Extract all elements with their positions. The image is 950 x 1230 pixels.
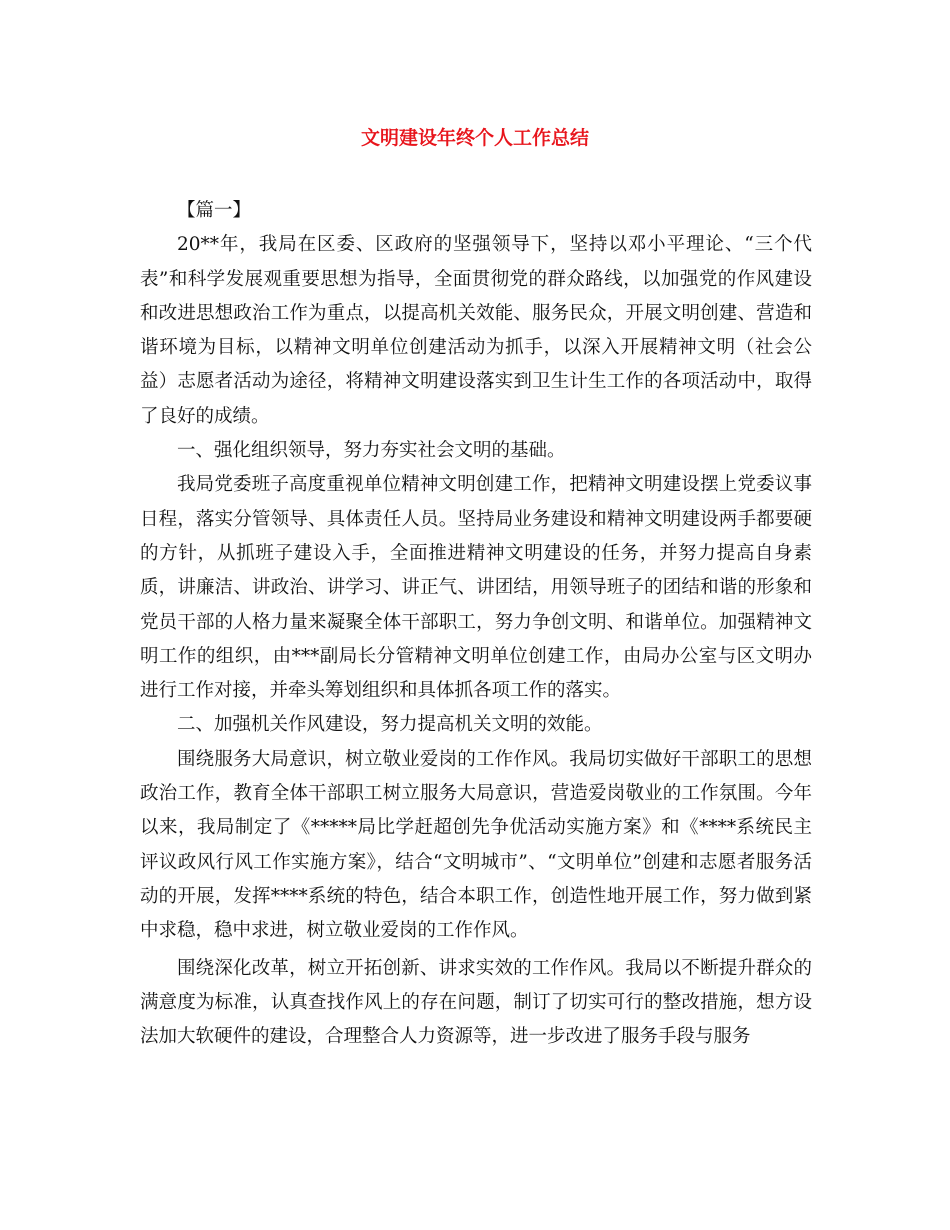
- paragraph-section-1: 我局党委班子高度重视单位精神文明创建工作，把精神文明建设摆上党委议事日程，落实分管领导、具体责任人员。坚持局业务建设和精神文明建设两手都要硬的方针，从抓班子建设入手，全面推进精神文明建设的任务，并努力提高自身素质，讲廉洁、讲政治、讲学习、讲正气、讲团结，用领导班子的团结和谐的形象和党员干部的人格力量来凝聚全体干部职工，努力争创文明、和谐单位。加强精神文明工作的组织，由***副局长分管精神文明单位创建工作，由局办公室与区文明办进行工作对接，并牵头筹划组织和具体抓各项工作的落实。: [140, 474, 812, 702]
- document-title: 文明建设年终个人工作总结: [360, 127, 589, 149]
- section-heading-1: 一、强化组织领导，努力夯实社会文明的基础。: [177, 440, 566, 462]
- paragraph-intro: 20**年，我局在区委、区政府的坚强领导下，坚持以邓小平理论、“三个代表”和科学发展观重要思想为指导，全面贯彻党的群众路线，以加强党的作风建设和改进思想政治工作为重点，以提高机关效能、服务民众，开展文明创建、营造和谐环境为目标，以精神文明单位创建活动为抓手，以深入开展精神文明（社会公益）志愿者活动为途径，将精神文明建设落实到卫生计生工作的各项活动中，取得了良好的成绩。: [140, 234, 812, 427]
- paragraph-section-2b: 围绕深化改革，树立开拓创新、讲求实效的工作作风。我局以不断提升群众的满意度为标准，认真查找作风上的存在问题，制订了切实可行的整改措施，想方设法加大软硬件的建设，合理整合人力资源等，进一步改进了服务手段与服务: [140, 957, 812, 1048]
- section-heading-2: 二、加强机关作风建设，努力提高机关文明的效能。: [177, 714, 603, 736]
- paragraph-section-2a: 围绕服务大局意识，树立敬业爱岗的工作作风。我局切实做好干部职工的思想政治工作，教育全体干部职工树立服务大局意识，营造爱岗敬业的工作氛围。今年以来，我局制定了《*****局比学赶超创先争优活动实施方案》和《****系统民主评议政风行风工作实施方案》，结合“文明城市”、“文明单位”创建和志愿者服务活动的开展，发挥****系统的特色，结合本职工作，创造性地开展工作，努力做到紧中求稳，稳中求进，树立敬业爱岗的工作作风。: [140, 748, 812, 942]
- document-body: [140, 194, 812, 1054]
- part-label: 【篇一】: [177, 200, 252, 221]
